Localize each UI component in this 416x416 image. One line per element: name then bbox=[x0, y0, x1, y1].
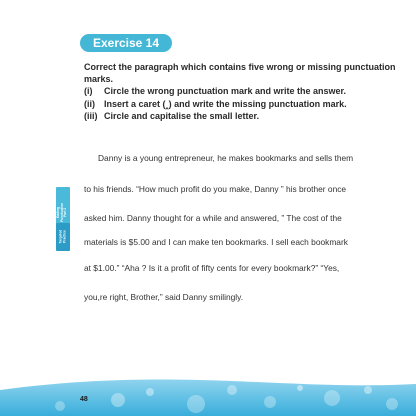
step-text: Insert a caret (‸) and write the missing punctuation mark. bbox=[104, 98, 347, 109]
exercise-title-badge: Exercise 14 bbox=[80, 34, 172, 52]
page-number: 48 bbox=[80, 396, 88, 403]
side-tab-line: Targeted bbox=[58, 230, 63, 244]
step-number: (i) bbox=[84, 86, 93, 96]
step-number: (ii) bbox=[84, 98, 95, 109]
paragraph-line: asked him. Danny thought for a while and answered, ” The cost of the bbox=[84, 213, 342, 223]
side-tab-line: Editing bbox=[56, 206, 61, 218]
footer-wave-banner bbox=[0, 376, 416, 416]
side-tab-line: Practice bbox=[62, 230, 66, 244]
paragraph-line: materials is $5.00 and I can make ten bookmarks. I sell each bookmark bbox=[84, 237, 348, 247]
side-tab-line: Part 2 bbox=[63, 207, 68, 217]
side-tab-targeted-practice bbox=[56, 223, 70, 251]
instructions bbox=[84, 62, 396, 85]
instruction-line-1: Correct the paragraph which contains five wrong or missing punctuation bbox=[84, 62, 396, 72]
side-tab-line: Punctuation bbox=[60, 202, 65, 222]
step-number: (iii) bbox=[84, 111, 98, 121]
instruction-line-2: marks. bbox=[84, 73, 114, 84]
footer-bubbles-graphic bbox=[0, 376, 416, 416]
paragraph-line: to his friends. “How much profit do you make, Danny ” his brother once bbox=[84, 184, 347, 194]
paragraph-line: Danny is a young entrepreneur, he makes bookmarks and sells them bbox=[98, 153, 354, 163]
step-text: Circle and capitalise the small letter. bbox=[104, 111, 260, 121]
paragraph-line: you,re right, Brother,” said Danny smilingly. bbox=[84, 292, 244, 302]
paragraph-line: at $1.00.” “Aha ? Is it a profit of fifty cents for every bookmark?” “Yes, bbox=[84, 263, 340, 273]
step-text: Circle the wrong punctuation mark and write the answer. bbox=[104, 86, 347, 96]
